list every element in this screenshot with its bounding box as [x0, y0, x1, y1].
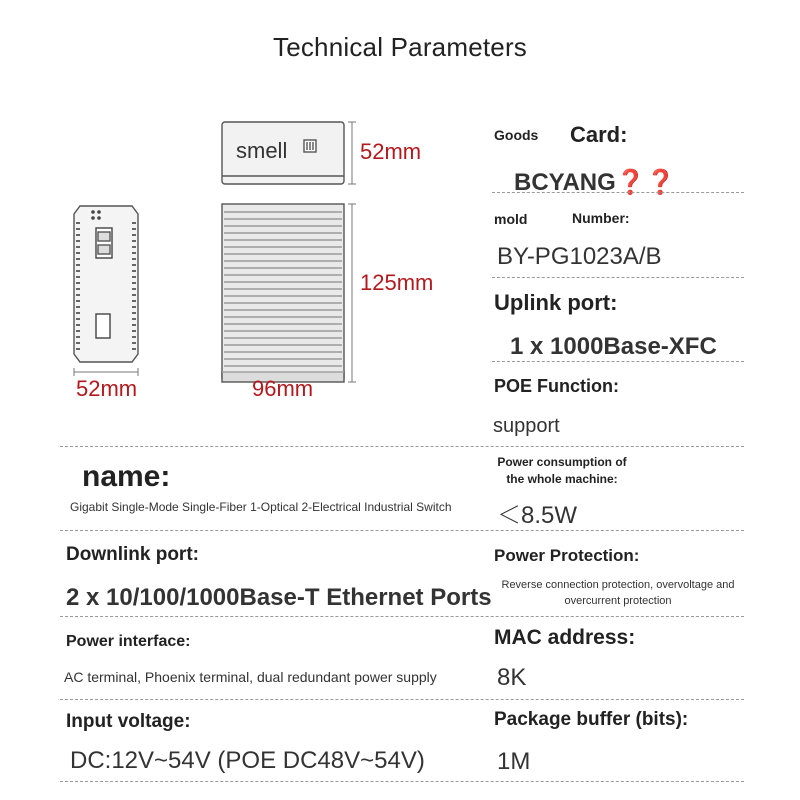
param-power-protection-label: Power Protection: [494, 546, 640, 565]
device-label: smell [236, 138, 288, 163]
param-model-label-b: Number: [572, 210, 630, 226]
side-vent [132, 288, 136, 290]
param-buffer-value: 1M [497, 748, 531, 775]
dim-body-width: 96mm [252, 376, 314, 401]
param-input-voltage-label: Input voltage: [66, 711, 191, 732]
side-vent [76, 318, 80, 320]
side-vent [76, 228, 80, 230]
side-vent [132, 222, 136, 224]
side-vent [76, 258, 80, 260]
param-name-value: Gigabit Single-Mode Single-Fiber 1-Optical 2-Electrical Industrial Switch [70, 500, 452, 514]
param-downlink-value: 2 x 10/100/1000Base-T Ethernet Ports [66, 584, 492, 611]
side-vent [76, 240, 80, 242]
divider [492, 192, 744, 193]
side-vent [132, 312, 136, 314]
side-vent [132, 252, 136, 254]
side-vent [76, 246, 80, 248]
divider [60, 530, 744, 531]
side-vent [76, 300, 80, 302]
param-input-voltage-value: DC:12V~54V (POE DC48V~54V) [70, 747, 425, 774]
side-vent [132, 240, 136, 242]
param-goods-label-a: Goods [494, 127, 539, 143]
param-poe-value: support [493, 415, 560, 437]
side-vent [132, 282, 136, 284]
side-vent [76, 336, 80, 338]
side-vent [132, 318, 136, 320]
divider [492, 361, 744, 362]
side-vent [132, 264, 136, 266]
side-vent [132, 246, 136, 248]
side-vent [76, 264, 80, 266]
side-vent [132, 294, 136, 296]
divider [492, 277, 744, 278]
side-vent [132, 306, 136, 308]
side-vent [132, 330, 136, 332]
param-downlink-label: Downlink port: [66, 544, 199, 565]
side-vent [132, 342, 136, 344]
side-vent [76, 324, 80, 326]
param-goods-label-b: Card: [570, 122, 628, 147]
param-power-consumption-label: Power consumption of the whole machine: [497, 455, 627, 486]
param-model-label-a: mold [494, 211, 528, 227]
side-view [74, 206, 138, 362]
side-vent [76, 342, 80, 344]
side-vent [132, 270, 136, 272]
side-vent [76, 282, 80, 284]
side-vent [76, 288, 80, 290]
param-mac-label: MAC address: [494, 626, 636, 649]
side-vent [132, 324, 136, 326]
divider [60, 699, 744, 700]
side-vent [76, 294, 80, 296]
param-power-consumption-value: ＜8.5W [497, 502, 578, 529]
param-name-label: name: [82, 460, 171, 493]
side-vent [76, 222, 80, 224]
side-vent [132, 258, 136, 260]
side-vent [76, 330, 80, 332]
side-vent [76, 234, 80, 236]
side-vent [132, 336, 136, 338]
side-vent [76, 270, 80, 272]
side-vent [132, 348, 136, 350]
param-poe-label: POE Function: [494, 376, 619, 396]
param-uplink-value: 1 x 1000Base-XFC [510, 333, 717, 360]
side-vent [76, 252, 80, 254]
dim-side-width: 52mm [76, 376, 138, 401]
param-uplink-label: Uplink port: [494, 290, 618, 315]
side-vent [76, 306, 80, 308]
dim-body-height: 125mm [360, 270, 434, 295]
side-vent [132, 300, 136, 302]
param-power-interface-label: Power interface: [66, 633, 191, 650]
front-view [222, 204, 344, 382]
side-vent [76, 348, 80, 350]
param-mac-value: 8K [497, 664, 527, 691]
side-vent [132, 234, 136, 236]
page-title: Technical Parameters [273, 32, 527, 62]
dim-top-height: 52mm [360, 139, 422, 164]
side-vent [76, 312, 80, 314]
side-vent [132, 276, 136, 278]
param-model-value: BY-PG1023A/B [497, 243, 662, 270]
param-buffer-label: Package buffer (bits): [494, 709, 689, 730]
divider [60, 616, 744, 617]
param-goods-value: BCYANG❓❓ [514, 169, 676, 196]
divider [60, 446, 744, 447]
param-power-protection-value: Reverse connection protection, overvoltage and overcurrent protection [501, 579, 735, 607]
param-power-interface-value: AC terminal, Phoenix terminal, dual redundant power supply [64, 669, 437, 685]
side-vent [76, 276, 80, 278]
side-vent [132, 228, 136, 230]
divider [60, 781, 744, 782]
